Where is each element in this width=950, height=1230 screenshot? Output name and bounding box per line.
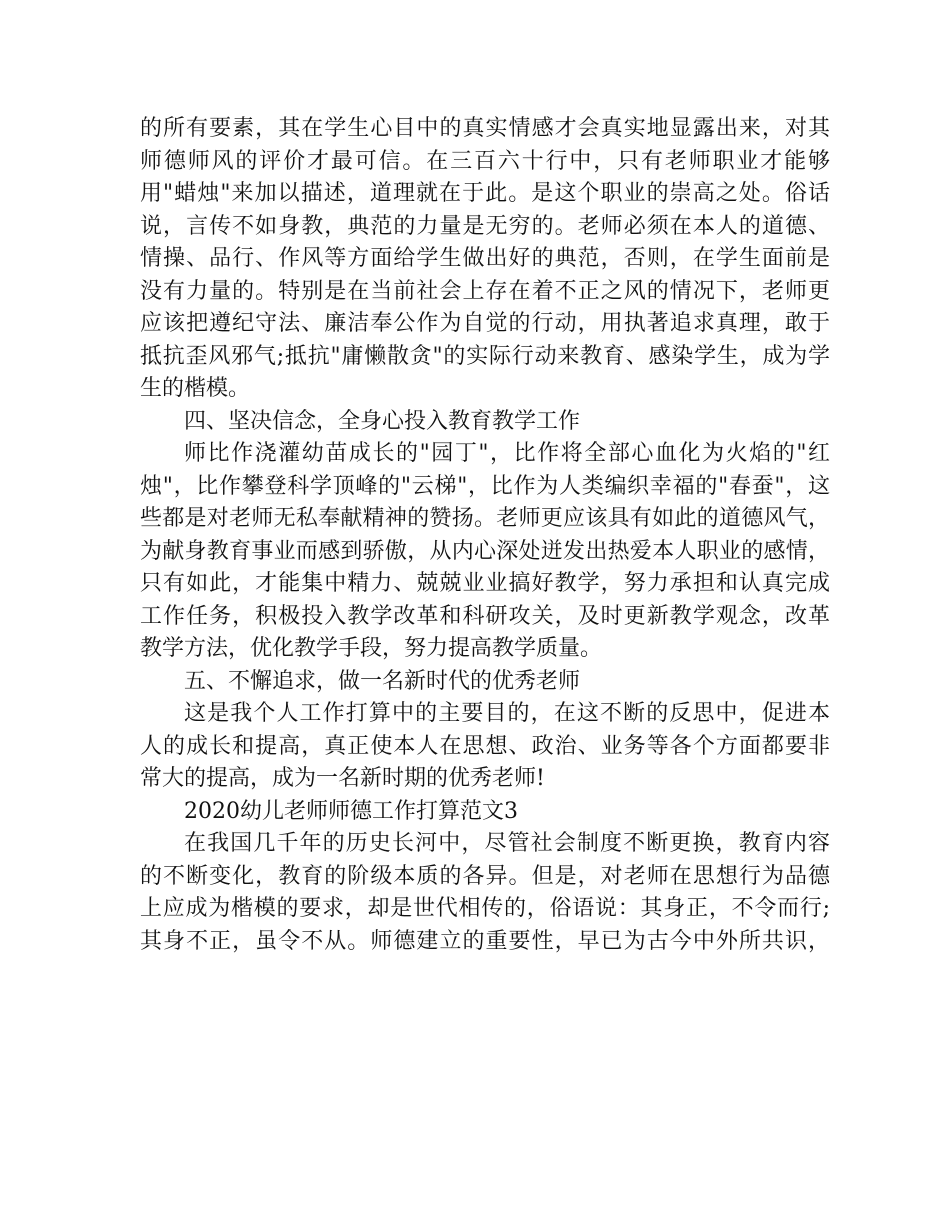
text-line: 为献身教育事业而感到骄傲，从内心深处迸发出热爱本人职业的感情， (140, 538, 830, 564)
text-line: 应该把遵纪守法、廉洁奉公作为自觉的行动，用执著追求真理，敢于 (140, 311, 830, 336)
text-line: 情操、品行、作风等方面给学生做出好的典范，否则，在学生面前是 (140, 246, 830, 271)
section-heading: 五、不懈追求，做一名新时代的优秀老师 (184, 668, 581, 694)
text-line: 在我国几千年的历史长河中，尽管社会制度不断更换，教育内容 (184, 831, 830, 856)
text-line: 用"蜡烛"来加以描述，道理就在于此。是这个职业的崇高之处。俗话 (140, 181, 830, 206)
text-line: 师德师风的评价才最可信。在三百六十行中，只有老师职业才能够 (140, 148, 830, 174)
text-line: 生的楷模。 (140, 376, 251, 401)
text-line: 说，言传不如身教，典范的力量是无穷的。老师必须在本人的道德、 (140, 213, 830, 239)
text-line: 抵抗歪风邪气;抵抗"庸懒散贪"的实际行动来教育、感染学生，成为学 (140, 343, 830, 369)
text-line: 师比作浇灌幼苗成长的"园丁"，比作将全部心血化为火焰的"红 (184, 441, 830, 466)
text-line: 些都是对老师无私奉献精神的赞扬。老师更应该具有如此的道德风气， (140, 506, 830, 531)
text-line: 人的成长和提高，真正使本人在思想、政治、业务等各个方面都要非 (140, 733, 830, 759)
text-line: 其身不正，虽令不从。师德建立的重要性，早已为古今中外所共识， (140, 928, 830, 954)
text-line: 没有力量的。特别是在当前社会上存在着不正之风的情况下，老师更 (140, 278, 830, 304)
text-line: 的所有要素，其在学生心目中的真实情感才会真实地显露出来，对其 (140, 116, 830, 141)
text-line: 常大的提高，成为一名新时期的优秀老师! (140, 766, 545, 791)
text-line: 工作任务，积极投入教学改革和科研攻关，及时更新教学观念，改革 (140, 603, 830, 629)
text-line: 教学方法，优化教学手段，努力提高教学质量。 (140, 636, 603, 661)
text-line: 只有如此，才能集中精力、兢兢业业搞好教学，努力承担和认真完成 (140, 571, 830, 596)
text-line: 烛"，比作攀登科学顶峰的"云梯"，比作为人类编织幸福的"春蚕"，这 (140, 473, 830, 499)
text-line: 这是我个人工作打算中的主要目的，在这不断的反思中，促进本 (184, 701, 830, 726)
text-line: 的不断变化，教育的阶级本质的各异。但是，对老师在思想行为品德 (140, 863, 830, 889)
document-body (140, 113, 830, 958)
text-line: 上应成为楷模的要求，却是世代相传的，俗语说：其身正，不令而行; (140, 896, 830, 921)
article-title: 2020幼儿老师师德工作打算范文3 (184, 798, 518, 824)
section-heading: 四、坚决信念，全身心投入教育教学工作 (184, 408, 581, 434)
